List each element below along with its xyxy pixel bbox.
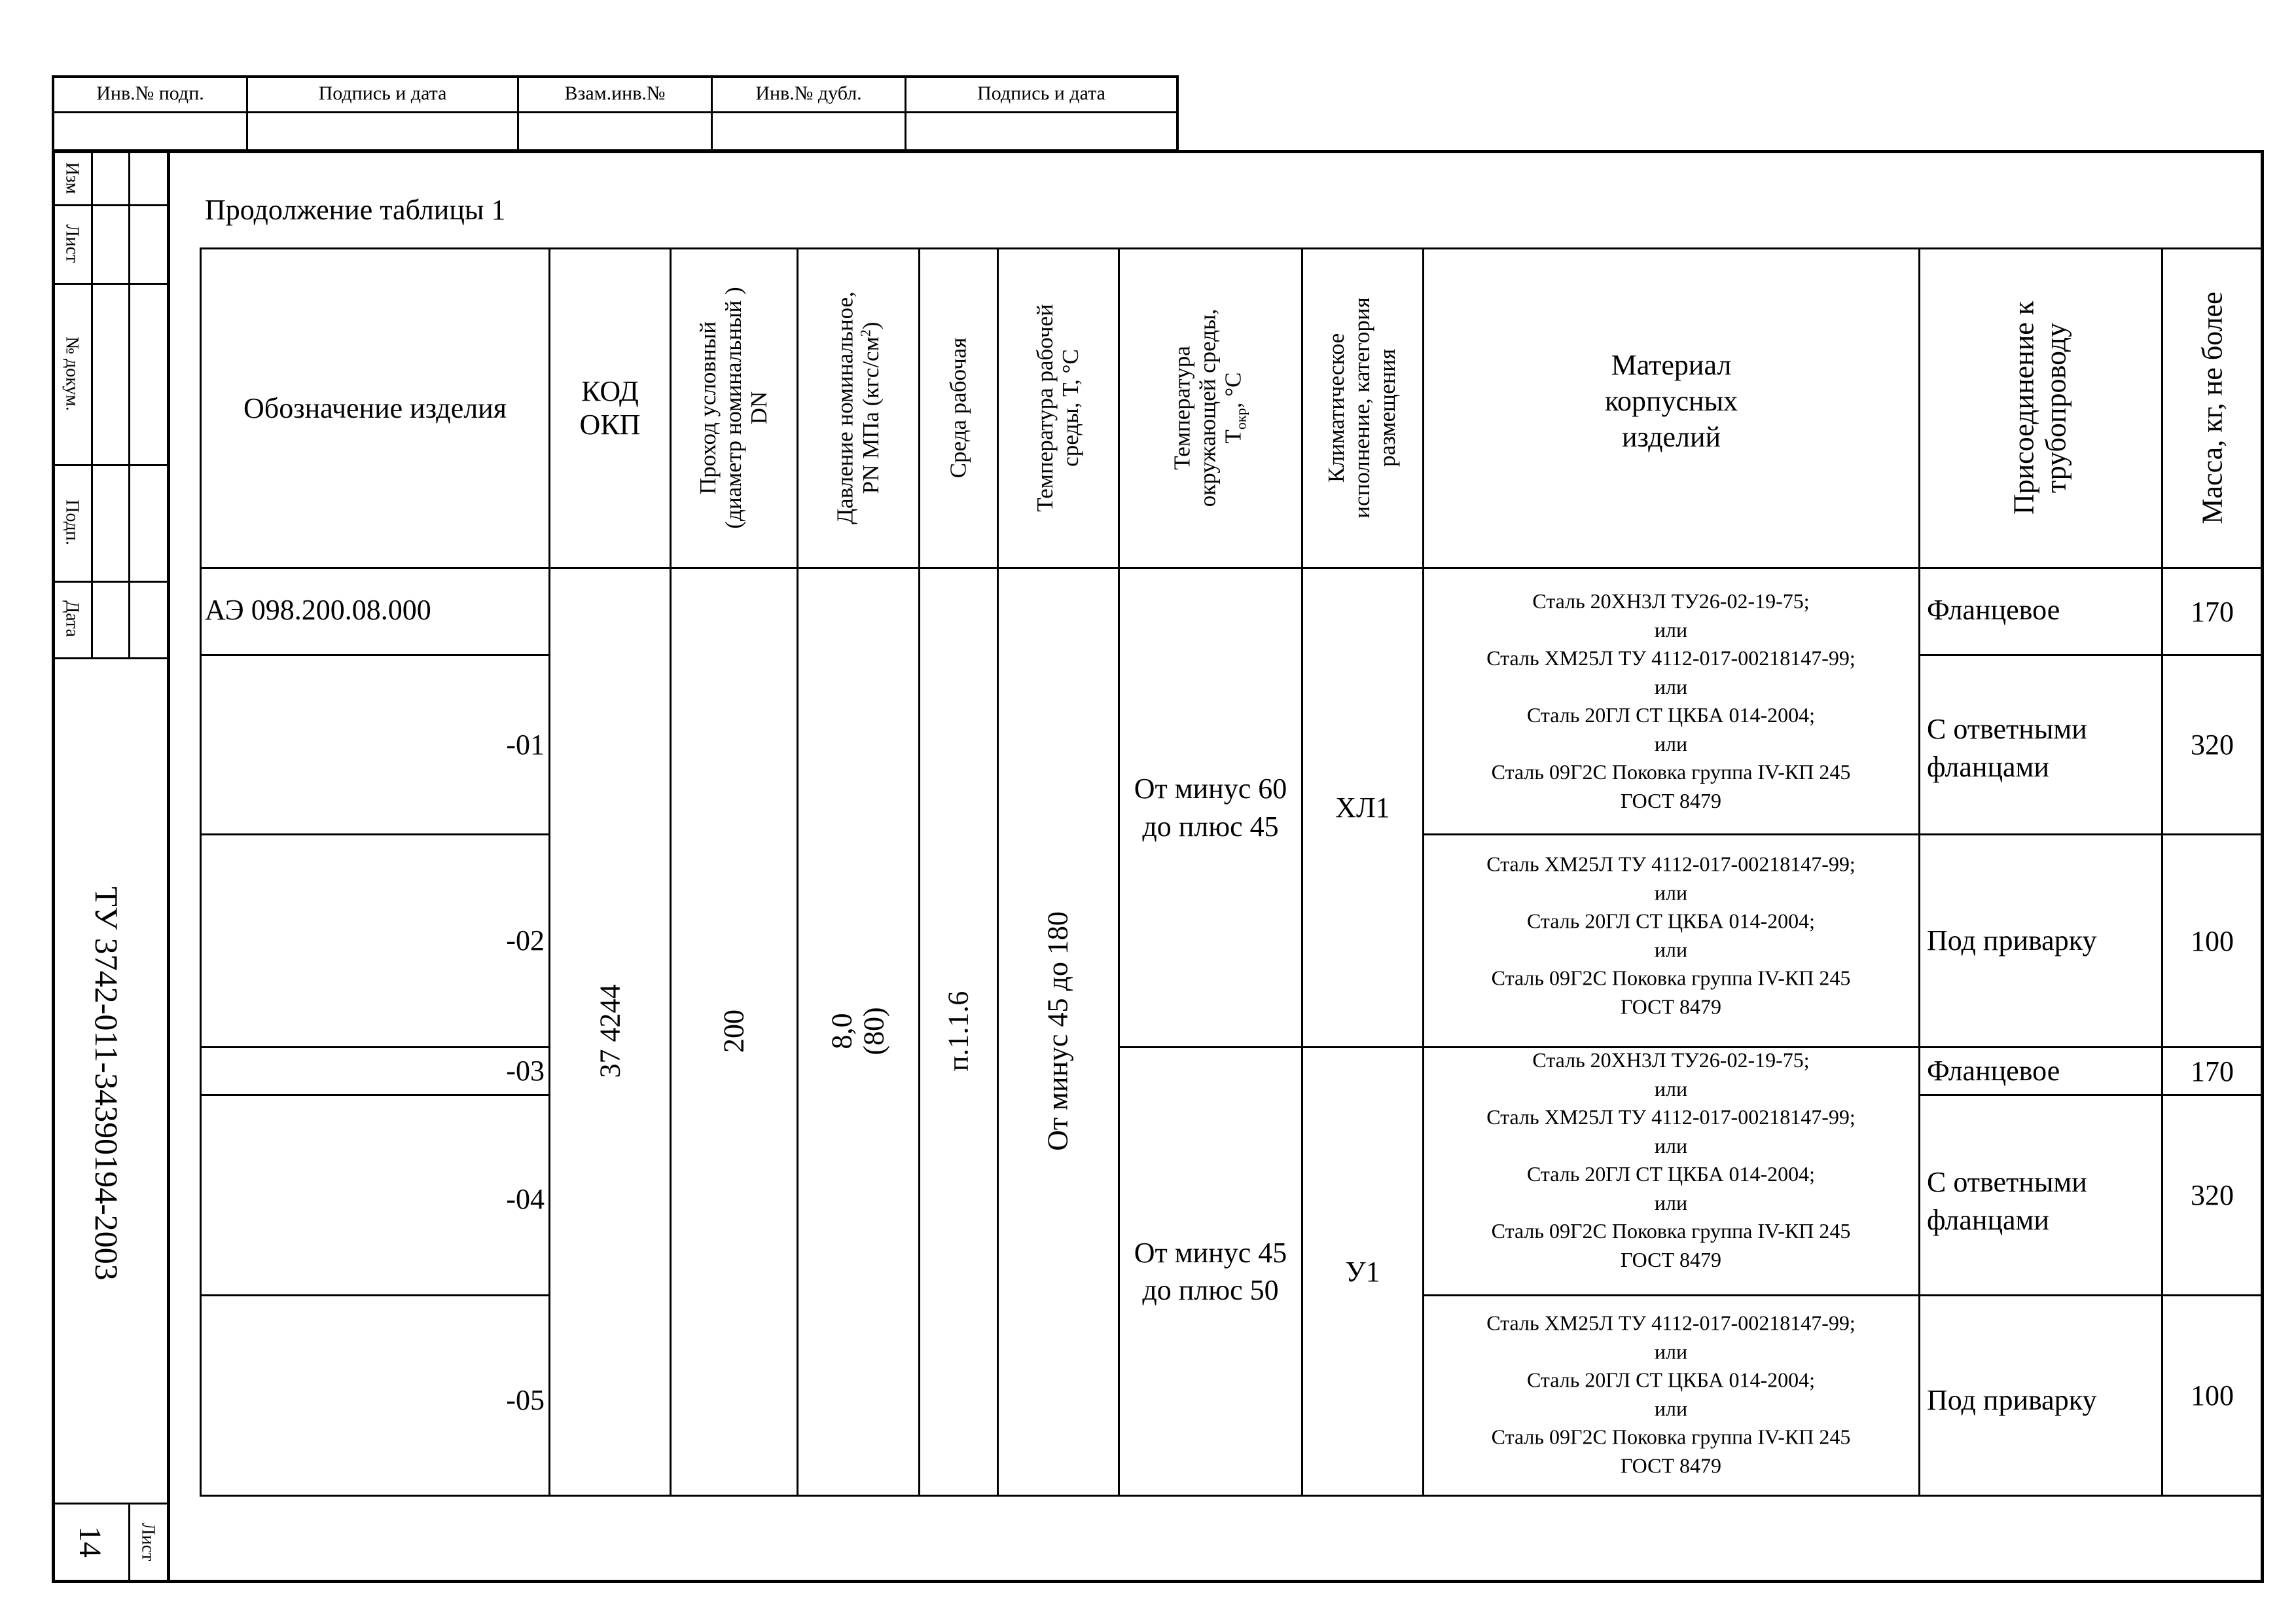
connection-row-5-line2: фланцами	[1927, 1204, 2049, 1236]
material-2-line-6: ГОСТ 8479	[1620, 994, 1722, 1018]
header-temp-ambient-line1: Температура	[1169, 346, 1195, 470]
mass-row-2-text: 320	[2191, 729, 2234, 761]
table-caption: Продолжение таблицы 1	[205, 194, 506, 226]
material-4-line-5: Сталь 09Г2С Поковка группа IV-КП 245	[1491, 1425, 1851, 1449]
header-connection	[2008, 301, 2073, 515]
temp-ambient-2-line2: до плюс 50	[1142, 1274, 1279, 1306]
header-temp-ambient-line2: окружающей среды,	[1194, 308, 1221, 507]
stamp-header-inv-podp: Инв.№ подп.	[96, 82, 204, 104]
header-material-line2: корпусных	[1604, 385, 1738, 417]
side-label-dokum: № докум.	[62, 337, 82, 411]
material-1-line-1: Сталь 20ХН3Л ТУ26-02-19-75;	[1532, 589, 1810, 613]
temp-ambient-1-line2: до плюс 45	[1142, 810, 1279, 843]
material-3-line-1: Сталь 20ХН3Л ТУ26-02-19-75;	[1532, 1048, 1810, 1072]
connection-row-3: Под приварку	[1927, 924, 2097, 957]
connection-row-2-line2: фланцами	[1927, 751, 2049, 783]
mass-row-2	[2163, 656, 2261, 833]
material-block-2	[1486, 850, 1855, 1021]
header-temp-work	[1032, 304, 1083, 512]
dn-value: 200	[717, 1010, 750, 1053]
header-material	[1424, 249, 1918, 567]
material-3-line-3: Сталь ХМ25Л ТУ 4112-017-00218147-99;	[1486, 1105, 1856, 1129]
climate-group-2	[1303, 1048, 1422, 1495]
climate-2-text: У1	[1345, 1255, 1380, 1288]
material-1-line-7: Сталь 09Г2С Поковка группа IV-КП 245	[1491, 760, 1851, 784]
material-4-line-3: Сталь 20ГЛ СТ ЦКБА 014-2004;	[1526, 1368, 1816, 1392]
material-3-line-2: или	[1654, 1076, 1688, 1101]
header-pn-line2: PN МПа $(кгс/см^2)$	[857, 321, 884, 494]
climate-group-1	[1303, 569, 1422, 1046]
header-medium: Среда рабочая	[945, 337, 971, 479]
header-okp-line2: ОКП	[579, 408, 641, 441]
material-2-line-5: Сталь 09Г2С Поковка группа IV-КП 245	[1491, 966, 1851, 990]
connection-row-2-line1: С ответными	[1927, 713, 2087, 745]
sheet-label: Лист	[137, 1522, 158, 1561]
mass-row-6-text: 100	[2191, 1379, 2234, 1412]
material-3-line-6: или	[1654, 1190, 1688, 1214]
connection-row-5	[1927, 1163, 2087, 1239]
material-4-line-6: ГОСТ 8479	[1620, 1453, 1722, 1477]
material-4-line-2: или	[1654, 1340, 1688, 1363]
designation-row-3: -02	[506, 924, 545, 957]
connection-row-1: Фланцевое	[1927, 594, 2060, 626]
header-dn-line3: DN	[746, 391, 772, 425]
designation-row-6: -05	[506, 1384, 545, 1416]
header-climate	[1323, 297, 1401, 519]
header-climate-line2: исполнение, категория	[1349, 297, 1375, 519]
sheet-number: 14	[72, 1526, 107, 1558]
connection-row-4: Фланцевое	[1927, 1055, 2060, 1087]
designation-row-2: -01	[506, 729, 545, 761]
material-1-line-6: или	[1654, 731, 1688, 756]
material-1-line-5: Сталь 20ГЛ СТ ЦКБА 014-2004;	[1526, 703, 1816, 727]
side-label-data: Дата	[62, 600, 82, 637]
mass-row-1	[2163, 569, 2261, 654]
header-material-line1: Материал	[1611, 349, 1732, 381]
material-2-line-3: Сталь 20ГЛ СТ ЦКБА 014-2004;	[1526, 909, 1816, 933]
pn-value-line1: 8,0	[825, 1013, 858, 1049]
header-connection-line2: трубопроводу	[2040, 322, 2072, 494]
mass-row-1-text: 170	[2191, 595, 2234, 628]
material-1-line-8: ГОСТ 8479	[1620, 788, 1722, 812]
stamp-header-podpis-data: Подпись и дата	[318, 82, 447, 104]
mass-row-5-text: 320	[2191, 1179, 2234, 1211]
header-mass: Масса, кг, не более	[2196, 291, 2229, 524]
designation-row-1: АЭ 098.200.08.000	[205, 594, 431, 626]
mass-row-4-text: 170	[2191, 1055, 2234, 1087]
material-3-line-7: Сталь 09Г2С Поковка группа IV-КП 245	[1491, 1219, 1851, 1243]
header-designation	[202, 249, 548, 567]
mass-row-6	[2163, 1296, 2261, 1495]
stamp-header-inv-dubl: Инв.№ дубл.	[755, 82, 862, 104]
header-okp	[550, 249, 670, 567]
stamp-header-vzam-inv: Взам.инв.№	[564, 82, 666, 104]
mass-row-5	[2163, 1096, 2261, 1294]
material-2-line-1: Сталь ХМ25Л ТУ 4112-017-00218147-99;	[1486, 852, 1856, 876]
material-1-line-2: или	[1654, 617, 1688, 642]
mass-row-3	[2163, 835, 2261, 1046]
connection-row-6: Под приварку	[1927, 1384, 2097, 1416]
side-label-izm: Изм	[62, 162, 82, 194]
material-3-line-4: или	[1654, 1133, 1688, 1158]
material-1-line-4: или	[1654, 674, 1688, 699]
header-pn	[832, 291, 884, 524]
okp-code: 37 4244	[594, 984, 626, 1078]
material-4-line-1: Сталь ХМ25Л ТУ 4112-017-00218147-99;	[1486, 1311, 1856, 1335]
side-label-podp: Подп.	[62, 500, 82, 545]
temp-ambient-group-2	[1120, 1048, 1301, 1495]
header-climate-line1: Климатическое	[1323, 333, 1350, 483]
header-material-line3: изделий	[1621, 421, 1721, 453]
designation-row-4: -03	[506, 1055, 545, 1087]
material-block-4	[1486, 1309, 1855, 1480]
header-connection-line1: Присоединение к	[2007, 301, 2040, 515]
header-okp-line1: КОД	[581, 374, 639, 407]
material-block-1	[1486, 587, 1855, 815]
connection-row-5-line1: С ответными	[1927, 1166, 2087, 1198]
stamp-header-podpis-data-2: Подпись и дата	[977, 82, 1105, 104]
temp-ambient-2-line1: От минус 45	[1134, 1236, 1287, 1269]
material-4-line-4: или	[1654, 1396, 1688, 1420]
header-designation-text: Обозначение изделия	[243, 392, 507, 424]
header-temp-work-line2: среды, Т, °С	[1058, 349, 1083, 467]
document-code: ТУ 3742-011-34390194-2003	[88, 886, 125, 1281]
header-climate-line3: размещения	[1374, 348, 1401, 467]
designation-row-5: -04	[506, 1183, 545, 1215]
header-temp-work-line1: Температура рабочей	[1031, 304, 1058, 512]
material-3-line-8: ГОСТ 8479	[1620, 1247, 1722, 1271]
temp-work-value: От минус 45 до 180	[1041, 911, 1074, 1151]
mass-row-3-text: 100	[2191, 924, 2234, 957]
medium-value: п.1.1.6	[942, 991, 975, 1072]
temp-ambient-group-1	[1120, 569, 1301, 1046]
mass-row-4	[2163, 1048, 2261, 1094]
side-label-list: Лист	[62, 224, 82, 263]
header-pn-line1: Давление номинальное,	[832, 291, 858, 524]
temp-ambient-1-line1: От минус 60	[1134, 773, 1287, 805]
material-3-line-5: Сталь 20ГЛ СТ ЦКБА 014-2004;	[1526, 1162, 1816, 1186]
pn-value	[826, 1007, 891, 1055]
header-temp-ambient-line3: $Т_{окр}$, °С	[1220, 372, 1249, 444]
header-dn-line2: (диаметр номинальный )	[721, 287, 747, 529]
header-temp-ambient	[1170, 309, 1250, 507]
header-dn	[695, 287, 772, 528]
material-2-line-4: или	[1654, 938, 1688, 961]
pn-value-line2: (80)	[858, 1007, 890, 1055]
material-1-line-3: Сталь ХМ25Л ТУ 4112-017-00218147-99;	[1486, 646, 1856, 670]
material-2-line-2: или	[1654, 881, 1688, 904]
material-block-3	[1486, 1046, 1855, 1274]
climate-1-text: ХЛ1	[1335, 792, 1390, 824]
connection-row-2	[1927, 710, 2087, 786]
header-dn-line1: Проход условный	[695, 321, 721, 495]
